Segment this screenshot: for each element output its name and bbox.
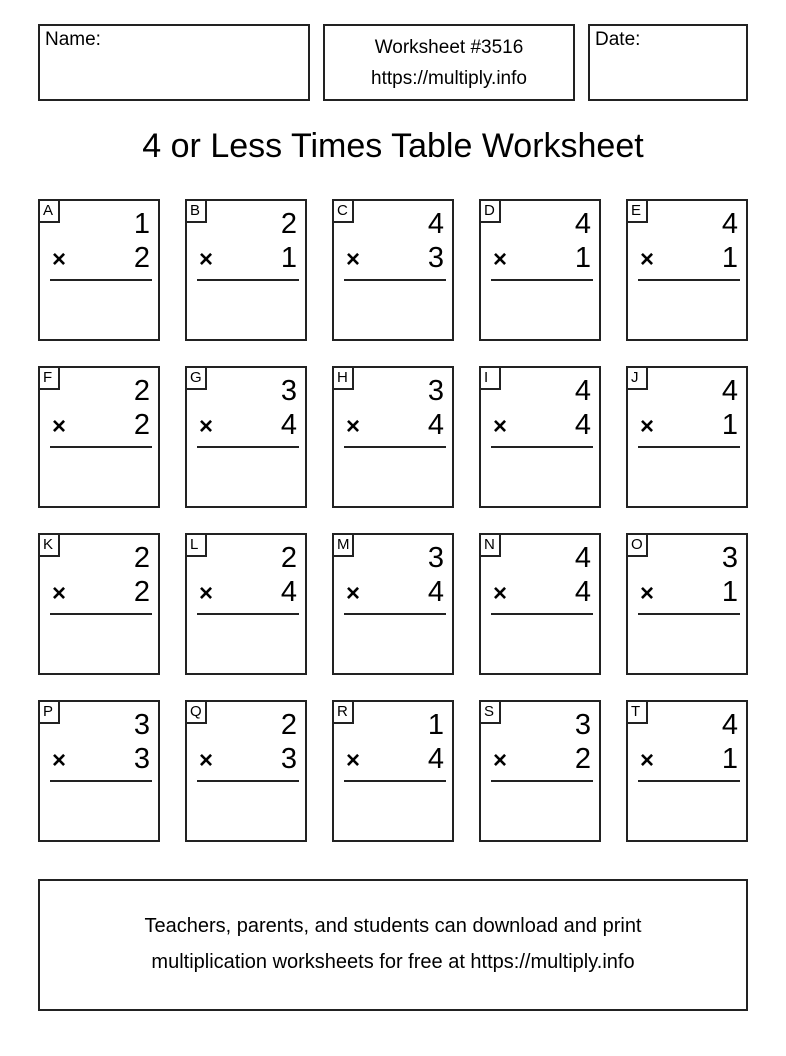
multiplicand: 4	[721, 208, 738, 240]
multiplicand: 4	[574, 208, 591, 240]
multiplier: 4	[427, 409, 444, 441]
problem-card[interactable]	[626, 533, 748, 675]
multiplicand: 4	[721, 709, 738, 741]
multiply-sign-icon: ×	[640, 246, 655, 273]
problem-letter: M	[332, 533, 354, 557]
multiplicand: 1	[427, 709, 444, 741]
multiplier: 3	[133, 743, 150, 775]
multiply-sign-icon: ×	[346, 580, 361, 607]
multiplier: 4	[427, 743, 444, 775]
multiply-sign-icon: ×	[640, 580, 655, 607]
multiply-sign-icon: ×	[52, 246, 67, 273]
multiply-sign-icon: ×	[199, 580, 214, 607]
problem-letter: P	[38, 700, 60, 724]
multiplier: 2	[133, 576, 150, 608]
multiplicand: 3	[427, 375, 444, 407]
answer-line	[491, 446, 593, 448]
answer-line	[638, 780, 740, 782]
problem-card[interactable]	[38, 366, 160, 508]
multiplier: 1	[280, 242, 297, 274]
multiplier: 4	[280, 409, 297, 441]
problem-letter: S	[479, 700, 501, 724]
problem-card[interactable]	[185, 700, 307, 842]
multiply-sign-icon: ×	[199, 246, 214, 273]
multiplier: 4	[574, 409, 591, 441]
problem-card[interactable]	[185, 199, 307, 341]
multiplicand: 4	[574, 542, 591, 574]
answer-line	[638, 613, 740, 615]
multiplicand: 3	[721, 542, 738, 574]
answer-line	[50, 279, 152, 281]
multiply-sign-icon: ×	[346, 413, 361, 440]
multiplier: 2	[133, 409, 150, 441]
multiplicand: 3	[574, 709, 591, 741]
footer-box	[38, 879, 748, 1011]
problem-card[interactable]	[479, 533, 601, 675]
multiplicand: 1	[133, 208, 150, 240]
problem-letter: D	[479, 199, 501, 223]
multiplier: 2	[133, 242, 150, 274]
multiplicand: 4	[574, 375, 591, 407]
problem-letter: N	[479, 533, 501, 557]
worksheet-url: https://multiply.info	[371, 68, 527, 89]
multiplier: 3	[280, 743, 297, 775]
problem-letter: T	[626, 700, 648, 724]
problem-card[interactable]	[332, 366, 454, 508]
problem-letter: Q	[185, 700, 207, 724]
problem-card[interactable]	[479, 199, 601, 341]
problem-card[interactable]	[185, 533, 307, 675]
answer-line	[50, 613, 152, 615]
problem-letter: L	[185, 533, 207, 557]
problem-letter: G	[185, 366, 207, 390]
multiply-sign-icon: ×	[346, 246, 361, 273]
problem-letter: E	[626, 199, 648, 223]
answer-line	[491, 279, 593, 281]
multiply-sign-icon: ×	[493, 413, 508, 440]
worksheet-info-box	[323, 24, 575, 101]
worksheet-number: Worksheet #3516	[374, 37, 524, 58]
multiply-sign-icon: ×	[346, 747, 361, 774]
answer-line	[344, 613, 446, 615]
multiply-sign-icon: ×	[199, 413, 214, 440]
multiplicand: 3	[133, 709, 150, 741]
multiplicand: 2	[133, 375, 150, 407]
multiply-sign-icon: ×	[199, 747, 214, 774]
multiplicand: 2	[133, 542, 150, 574]
name-label: Name:	[45, 29, 101, 50]
multiplier: 1	[574, 242, 591, 274]
problem-letter: K	[38, 533, 60, 557]
problem-letter: H	[332, 366, 354, 390]
answer-line	[197, 780, 299, 782]
answer-line	[344, 279, 446, 281]
multiplicand: 4	[721, 375, 738, 407]
problem-card[interactable]	[626, 366, 748, 508]
multiplier: 1	[721, 743, 738, 775]
answer-line	[197, 446, 299, 448]
multiplicand: 3	[280, 375, 297, 407]
problem-card[interactable]	[332, 199, 454, 341]
date-label: Date:	[595, 29, 641, 50]
multiply-sign-icon: ×	[493, 580, 508, 607]
multiply-sign-icon: ×	[493, 246, 508, 273]
footer-line-1: Teachers, parents, and students can download and print	[144, 915, 642, 937]
problem-letter: B	[185, 199, 207, 223]
multiplier: 4	[427, 576, 444, 608]
problem-card[interactable]	[626, 700, 748, 842]
problem-letter: A	[38, 199, 60, 223]
problem-card[interactable]	[185, 366, 307, 508]
multiply-sign-icon: ×	[493, 747, 508, 774]
problem-letter: R	[332, 700, 354, 724]
problem-letter: I	[479, 366, 501, 390]
multiply-sign-icon: ×	[640, 413, 655, 440]
multiplier: 3	[427, 242, 444, 274]
problem-card[interactable]	[38, 700, 160, 842]
problem-card[interactable]	[626, 199, 748, 341]
problem-letter: O	[626, 533, 648, 557]
problem-letter: J	[626, 366, 648, 390]
answer-line	[344, 446, 446, 448]
multiply-sign-icon: ×	[640, 747, 655, 774]
problem-letter: F	[38, 366, 60, 390]
problem-card[interactable]	[332, 700, 454, 842]
answer-line	[197, 613, 299, 615]
multiplier: 2	[574, 743, 591, 775]
name-field-box[interactable]	[38, 24, 310, 101]
answer-line	[344, 780, 446, 782]
multiplicand: 2	[280, 542, 297, 574]
problem-card[interactable]	[479, 700, 601, 842]
multiplicand: 2	[280, 208, 297, 240]
problem-card[interactable]	[38, 199, 160, 341]
multiplier: 1	[721, 242, 738, 274]
problem-card[interactable]	[479, 366, 601, 508]
answer-line	[50, 446, 152, 448]
multiplicand: 4	[427, 208, 444, 240]
answer-line	[638, 279, 740, 281]
answer-line	[50, 780, 152, 782]
multiply-sign-icon: ×	[52, 747, 67, 774]
date-field-box[interactable]	[588, 24, 748, 101]
page-title: 4 or Less Times Table Worksheet	[142, 127, 644, 165]
multiplier: 4	[280, 576, 297, 608]
multiplier: 1	[721, 576, 738, 608]
answer-line	[491, 780, 593, 782]
problem-letter: C	[332, 199, 354, 223]
footer-line-2: multiplication worksheets for free at https://multiply.info	[151, 951, 635, 973]
answer-line	[197, 279, 299, 281]
answer-line	[638, 446, 740, 448]
multiply-sign-icon: ×	[52, 413, 67, 440]
problem-card[interactable]	[332, 533, 454, 675]
problem-card[interactable]	[38, 533, 160, 675]
multiplicand: 3	[427, 542, 444, 574]
multiplier: 4	[574, 576, 591, 608]
multiplier: 1	[721, 409, 738, 441]
multiplicand: 2	[280, 709, 297, 741]
multiply-sign-icon: ×	[52, 580, 67, 607]
answer-line	[491, 613, 593, 615]
